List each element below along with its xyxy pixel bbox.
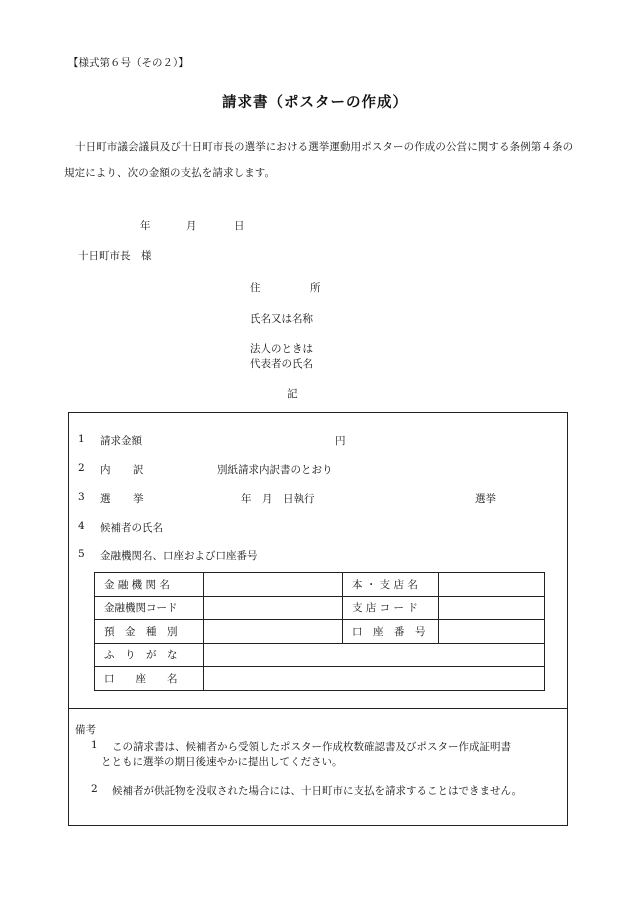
branch-code-field[interactable]: [439, 596, 545, 620]
table-row: [95, 667, 545, 691]
item-4-number: 4: [78, 520, 85, 532]
notes-divider: [69, 708, 567, 709]
date-month-label: 月: [186, 220, 197, 232]
bank-name-label: 金 融 機 関 名: [95, 573, 204, 597]
item-3-number: 3: [78, 491, 85, 503]
item-2-number: 2: [78, 462, 85, 474]
deposit-type-field[interactable]: [204, 620, 343, 644]
account-name-label: 口 座 名: [95, 667, 204, 691]
furigana-label: ふ り が な: [95, 643, 204, 667]
table-row: [95, 643, 545, 667]
bank-name-field[interactable]: [204, 573, 343, 597]
item-5-number: 5: [78, 548, 85, 560]
item-1-number: 1: [78, 433, 85, 445]
item-4-label: 候補者の氏名: [100, 522, 163, 534]
item-2-label-b: 訳: [133, 464, 144, 476]
bank-code-field[interactable]: [204, 596, 343, 620]
item-2-label-a: 内: [100, 464, 111, 476]
furigana-field[interactable]: [204, 643, 545, 667]
branch-name-field[interactable]: [439, 573, 545, 597]
table-row: [95, 573, 545, 597]
item-3-label-b: 挙: [133, 493, 144, 505]
account-number-label: 口 座 番 号: [343, 620, 439, 644]
item-3-label-a: 選: [100, 493, 111, 505]
corp-label-line1: 法人のときは: [250, 343, 313, 355]
note-2-number: 2: [91, 783, 98, 795]
document-title: 請求書（ポスターの作成）: [222, 94, 408, 111]
table-row: [95, 620, 545, 644]
note-2-line-1: 候補者が供託物を没収された場合には、十日町市に支払を請求することはできません。: [112, 785, 523, 797]
form-number: 【様式第６号（その２）】: [68, 57, 189, 69]
deposit-type-label: 預 金 種 別: [95, 620, 204, 644]
note-1-number: 1: [91, 739, 98, 751]
notes-header: 備考: [75, 724, 96, 736]
date-day-label: 日: [234, 220, 245, 232]
corp-label-line2: 代表者の氏名: [250, 358, 313, 370]
item-2-value: 別紙請求内訳書のとおり: [217, 464, 333, 476]
account-number-field[interactable]: [439, 620, 545, 644]
address-label-b: 所: [310, 282, 321, 294]
table-row: [95, 596, 545, 620]
ki-mark: 記: [287, 388, 298, 400]
bank-account-table: [94, 572, 545, 691]
account-name-field[interactable]: [204, 667, 545, 691]
note-1-line-1: この請求書は、候補者から受領したポスター作成枚数確認書及びポスター作成証明書: [112, 741, 511, 753]
item-5-label: 金融機関名、口座および口座番号: [100, 550, 258, 562]
name-label: 氏名又は名称: [250, 313, 313, 325]
intro-paragraph: 十日町市議会議員及び十日町市長の選挙における選挙運動用ポスターの作成の公営に関する条例第４条の規定により、次の金額の支払を請求します。: [64, 141, 574, 179]
item-1-unit: 円: [335, 435, 346, 447]
addressee: 十日町市長 様: [78, 250, 152, 262]
branch-code-label: 支 店 コ ー ド: [343, 596, 439, 620]
note-1-line-2: とともに選挙の期日後速やかに提出してください。: [101, 756, 343, 768]
date-year-label: 年: [140, 220, 151, 232]
details-box: [68, 412, 568, 826]
item-3-date: 年 月 日執行: [241, 493, 315, 505]
bank-code-label: 金融機関コード: [95, 596, 204, 620]
item-1-label: 請求金額: [100, 435, 142, 447]
branch-name-label: 本 ・ 支 店 名: [343, 573, 439, 597]
address-label-a: 住: [250, 282, 261, 294]
item-3-suffix: 選挙: [475, 493, 496, 505]
